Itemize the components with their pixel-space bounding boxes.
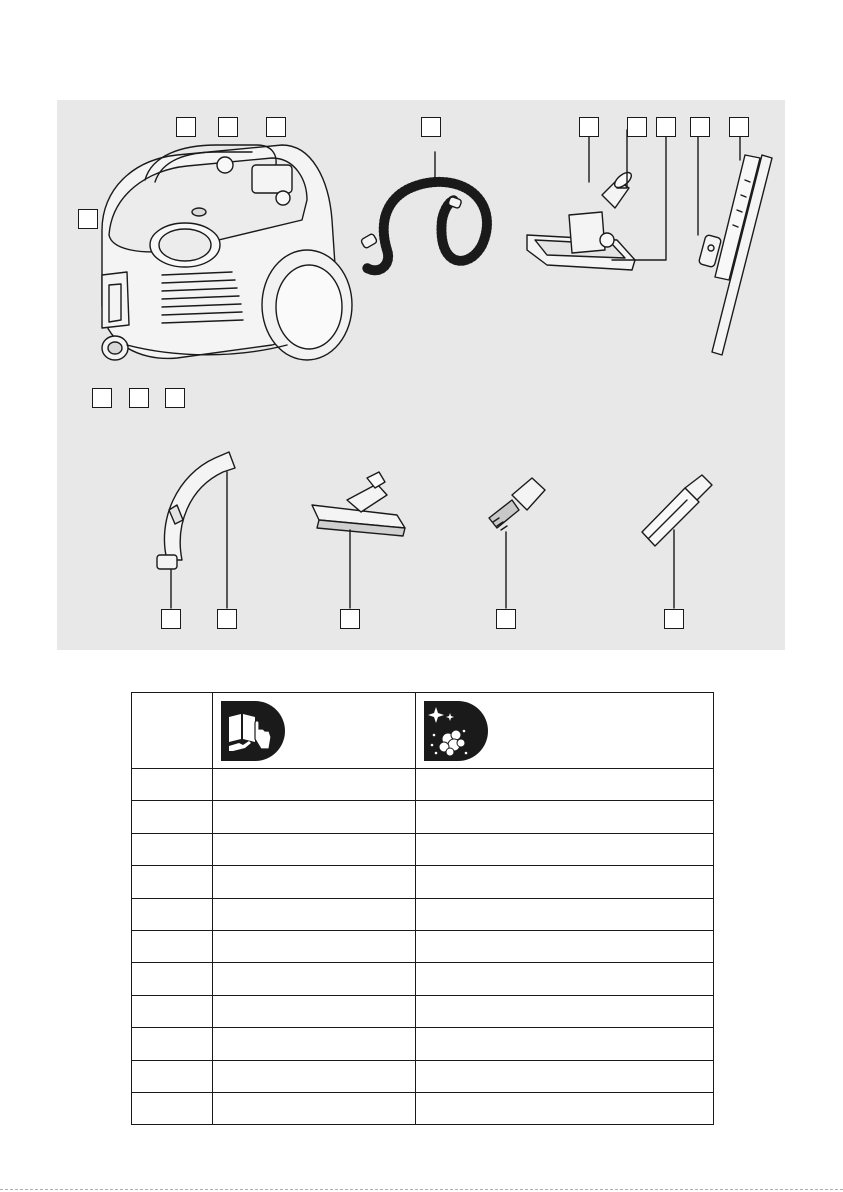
table-row	[132, 995, 714, 1027]
table-row	[132, 801, 714, 833]
row-cell	[213, 930, 416, 962]
callout-box	[161, 609, 181, 629]
row-number	[132, 898, 213, 930]
cleaning-sparkle-foam-icon	[424, 701, 488, 761]
row-cell	[416, 1060, 714, 1092]
parts-illustration	[57, 100, 785, 650]
callout-box	[690, 117, 710, 137]
row-cell	[416, 866, 714, 898]
callout-box	[176, 117, 196, 137]
callout-box	[627, 117, 647, 137]
row-number	[132, 1092, 213, 1124]
parquet-brush-drawing	[312, 472, 405, 608]
table-row	[132, 898, 714, 930]
parts-table	[131, 692, 714, 1125]
row-number	[132, 1060, 213, 1092]
table-row	[132, 963, 714, 995]
row-cell	[213, 866, 416, 898]
callout-box	[729, 117, 749, 137]
callout-box	[421, 117, 441, 137]
row-cell	[213, 1092, 416, 1124]
instructions-manual-hand-icon	[221, 701, 285, 761]
page-edge-divider	[0, 1189, 843, 1190]
language-2-header	[416, 693, 714, 769]
row-number	[132, 1028, 213, 1060]
table-row	[132, 1028, 714, 1060]
parts-drawing	[57, 100, 785, 650]
row-cell	[213, 1028, 416, 1060]
floor-nozzle-drawing	[527, 130, 666, 270]
row-cell	[416, 930, 714, 962]
row-cell	[213, 769, 416, 801]
callout-box	[218, 117, 238, 137]
crevice-tool-drawing	[642, 475, 712, 608]
row-cell	[213, 963, 416, 995]
callout-box	[340, 609, 360, 629]
row-cell	[213, 1060, 416, 1092]
bent-handle-drawing	[157, 452, 235, 608]
callout-box	[266, 117, 286, 137]
row-number	[132, 995, 213, 1027]
row-cell	[416, 1092, 714, 1124]
table-row	[132, 866, 714, 898]
row-number	[132, 930, 213, 962]
small-brush-drawing	[489, 478, 545, 608]
callout-box	[78, 209, 98, 229]
table-row	[132, 833, 714, 865]
callout-box	[656, 117, 676, 137]
row-cell	[416, 801, 714, 833]
callout-box	[92, 388, 112, 408]
vacuum-body-drawing	[102, 145, 352, 360]
callout-box	[165, 388, 185, 408]
row-cell	[416, 769, 714, 801]
row-cell	[213, 801, 416, 833]
row-cell	[213, 995, 416, 1027]
row-cell	[213, 833, 416, 865]
row-number	[132, 801, 213, 833]
table-row	[132, 1060, 714, 1092]
telescopic-tube-drawing	[698, 130, 772, 355]
callout-box	[496, 609, 516, 629]
table-header-row	[132, 693, 714, 769]
row-cell	[416, 898, 714, 930]
callout-box	[217, 609, 237, 629]
row-number	[132, 769, 213, 801]
row-number	[132, 833, 213, 865]
row-number	[132, 866, 213, 898]
row-cell	[416, 833, 714, 865]
row-cell	[416, 995, 714, 1027]
hose-drawing	[360, 152, 487, 270]
row-cell	[416, 1028, 714, 1060]
table-row	[132, 930, 714, 962]
table-row	[132, 1092, 714, 1124]
row-cell	[213, 898, 416, 930]
table-row	[132, 769, 714, 801]
row-number	[132, 963, 213, 995]
callout-box	[664, 609, 684, 629]
callout-box	[129, 388, 149, 408]
number-column-header	[132, 693, 213, 769]
callout-box	[579, 117, 599, 137]
language-1-header	[213, 693, 416, 769]
row-cell	[416, 963, 714, 995]
